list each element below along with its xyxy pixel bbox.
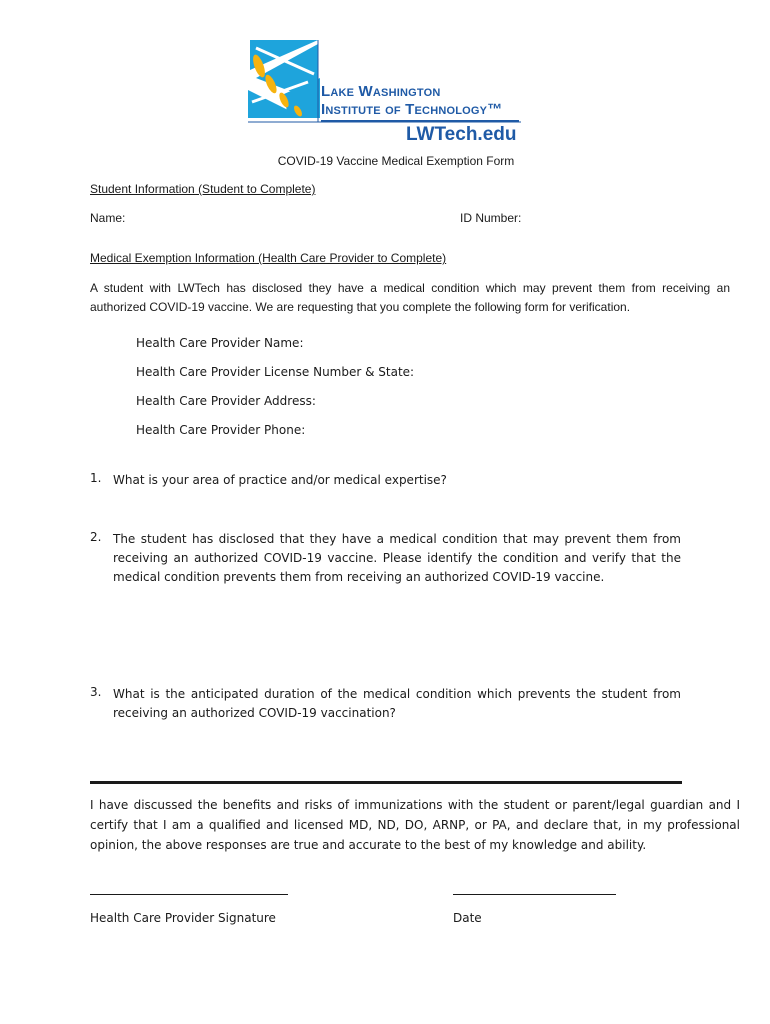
logo-divider (321, 120, 519, 122)
certification-statement: I have discussed the benefits and risks of immunizations with the student or parent/legal guardian and I certify that I am a qualified and licensed MD, ND, DO, ARNP, or PA, and declare that, in my professional opinion, the above responses are true and accurate to the best of my knowledge and ability. (90, 798, 740, 852)
question-3-text: What is the anticipated duration of the medical condition which prevents the student from receiving an authorized COVID-19 vaccination? (113, 687, 681, 720)
date-line (453, 894, 616, 895)
logo-college-name-line1: Lake Washington (321, 83, 441, 100)
logo-college-name-line2: Institute of Technology™ (321, 101, 503, 118)
provider-name-label: Health Care Provider Name: (136, 336, 304, 350)
question-number: 3. (90, 685, 102, 699)
name-label: Name: (90, 211, 126, 225)
provider-license-label: Health Care Provider License Number & State: (136, 365, 415, 379)
signature-label: Health Care Provider Signature (90, 911, 276, 925)
question-2-text: The student has disclosed that they have a medical condition that may prevent them from receiving an authorized COVID-19 vaccine. Please identify the condition and verify that the medical condition prevents them from receiving an authorized COVID-19 vaccine. (113, 532, 681, 584)
logo-url: LWTech.edu (406, 124, 517, 145)
section-divider (90, 781, 682, 784)
date-label: Date (453, 911, 482, 925)
student-section-heading: Student Information (Student to Complete) (90, 182, 316, 196)
question-1-text: What is your area of practice and/or medical expertise? (113, 473, 447, 487)
question-number: 1. (90, 471, 102, 485)
form-title: COVID-19 Vaccine Medical Exemption Form (277, 154, 515, 168)
id-number-label: ID Number: (460, 211, 522, 225)
provider-phone-label: Health Care Provider Phone: (136, 423, 306, 437)
intro-paragraph: A student with LWTech has disclosed they have a medical condition which may prevent them from receiving an authorized COVID-19 vaccine. We are requesting that you complete the following form for verification. (90, 281, 730, 314)
provider-address-label: Health Care Provider Address: (136, 394, 316, 408)
medical-section-heading: Medical Exemption Information (Health Care Provider to Complete) (90, 251, 447, 265)
question-number: 2. (90, 530, 102, 544)
signature-line (90, 894, 288, 895)
